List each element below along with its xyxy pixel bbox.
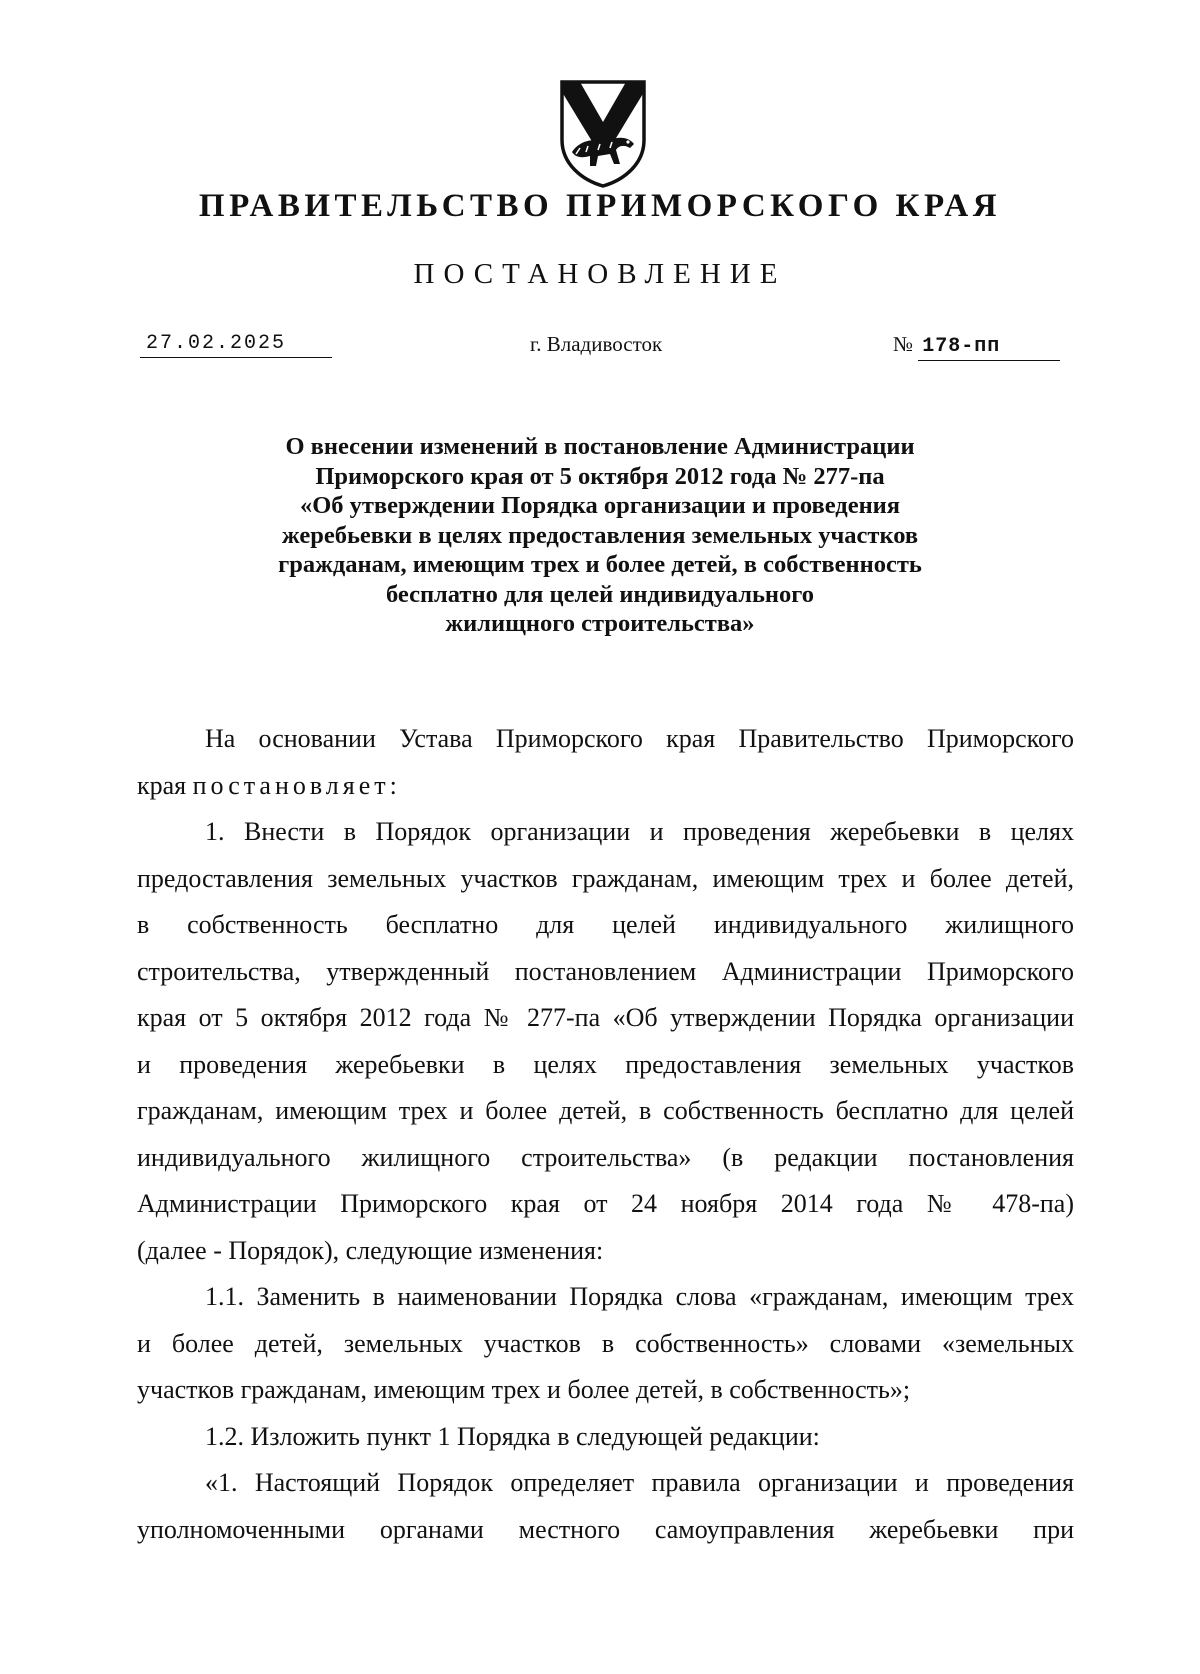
subject-line: О внесении изменений в постановление Администрации: [285, 433, 915, 460]
coat-of-arms-emblem: [558, 78, 648, 190]
body-line: «1. Настоящий Порядок определяет правила организации и проведения: [205, 1468, 1074, 1497]
subject-line: жилищного строительства»: [445, 610, 755, 637]
body-line: предоставления земельных участков гражданам, имеющим трех и более детей,: [137, 863, 1074, 893]
body-line: 1. Внести в Порядок организации и проведения жеребьевки в целях: [205, 817, 1074, 846]
body-line: (далее - Порядок), следующие изменения:: [137, 1235, 604, 1265]
subject-line: жеребьевки в целях предоставления земельных участков: [281, 521, 919, 549]
body-line: в собственность бесплатно для целей индивидуального жилищного: [137, 910, 1074, 939]
body-line: На основании Устава Приморского края Правительство Приморского: [205, 724, 1074, 753]
body-line: индивидуального жилищного строительства» (в редакции постановления: [137, 1142, 1074, 1172]
document-city: г. Владивосток: [530, 332, 663, 356]
document-body: [137, 716, 1074, 1553]
body-line: 1.1. Заменить в наименовании Порядка слова «гражданам, имеющим трех: [205, 1282, 1074, 1311]
subject-line: Приморского края от 5 октября 2012 года № 277-па: [315, 462, 885, 490]
document-number-value: 178-пп: [918, 335, 1060, 361]
body-line: и проведения жеребьевки в целях предоставления земельных участков: [137, 1049, 1074, 1079]
subject-line: «Об утверждении Порядка организации и проведения: [299, 492, 901, 519]
number-sign: №: [893, 332, 914, 356]
organization-title: ПРАВИТЕЛЬСТВО ПРИМОРСКОГО КРАЯ: [198, 188, 1002, 224]
document-date: 27.02.2025: [140, 332, 332, 358]
body-line: уполномоченными органами местного самоуправления жеребьевки при: [137, 1514, 1074, 1544]
body-line: и более детей, земельных участков в собственность» словами «земельных: [137, 1328, 1074, 1358]
document-number: [893, 332, 1060, 361]
body-line: Администрации Приморского края от 24 ноября 2014 года № 478-па): [137, 1189, 1074, 1218]
body-line: [137, 763, 1074, 810]
body-word: края: [137, 770, 187, 800]
body-line: строительства, утвержденный постановлением Администрации Приморского: [137, 956, 1074, 986]
document-type-heading: ПОСТАНОВЛЕНИЕ: [413, 258, 787, 290]
subject-line: бесплатно для целей индивидуального: [385, 580, 815, 608]
body-line: края от 5 октября 2012 года № 277-па «Об утверждении Порядка организации: [137, 1003, 1074, 1032]
subject-line: гражданам, имеющим трех и более детей, в собственность: [278, 551, 922, 578]
body-line: гражданам, имеющим трех и более детей, в собственность бесплатно для целей: [137, 1096, 1074, 1125]
body-line: 1.2. Изложить пункт 1 Порядка в следующей редакции:: [205, 1421, 820, 1451]
decree-keyword: постановляет:: [192, 770, 401, 800]
body-line: участков гражданам, имеющим трех и более детей, в собственность»;: [137, 1375, 911, 1404]
document-subject-title: [200, 432, 1000, 639]
